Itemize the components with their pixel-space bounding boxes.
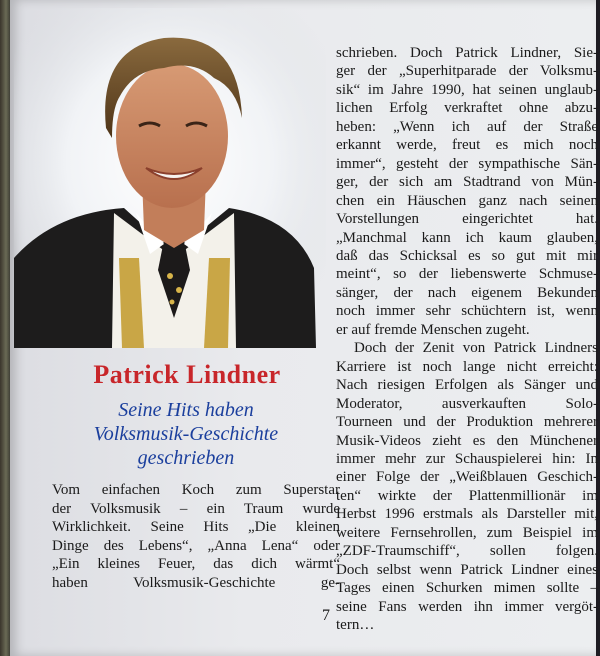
subtitle-line: Volksmusik-Geschichte [93, 423, 279, 445]
text-line: schrieben. Doch Patrick Lindner, Sie- [336, 45, 598, 61]
article-body-right-column [336, 44, 598, 635]
text-line: meint“, so der liebenswerte Schmuse- [336, 266, 598, 283]
text-line: „Manchmal kann ich kaum glauben, [336, 229, 598, 246]
text-line: der Volksmusik – ein Traum wurde [52, 500, 340, 517]
text-line: tern… [336, 617, 375, 634]
text-line: chen ein Häuschen ganz nach seinen [336, 192, 598, 209]
text-line: Karriere ist noch lange nicht erreicht: [336, 358, 598, 375]
text-line: Herbst 1996 erstmals als Darsteller mit, [336, 506, 598, 523]
portrait-photo [14, 8, 326, 348]
text-line: immer“, gesteht der sympathische Sän- [336, 155, 598, 172]
text-line: seine Fans werden ihn immer vergöt- [336, 598, 598, 615]
text-line: Dinge des Lebens“, „Anna Lena“ oder [52, 537, 340, 554]
text-line: Vom einfachen Koch zum Superstar [52, 482, 340, 498]
text-line: erkannt werde, freut es mich noch [336, 137, 598, 154]
text-line: sänger, der nach eigenem Bekunden [336, 284, 598, 301]
text-line: „ZDF-Traumschiff“, sollen folgen. [336, 543, 598, 560]
text-line: Doch selbst wenn Patrick Lindner eines [336, 561, 598, 578]
text-line: noch immer sehr schüchtern ist, wenn [336, 303, 598, 320]
text-line: daß das Schicksal es so gut mit mir [336, 247, 598, 264]
text-line: er auf fremde Menschen zugeht. [336, 321, 530, 338]
text-line: Vorstellungen eingerichtet hat. [336, 211, 598, 228]
page-number: 7 [322, 607, 330, 624]
subtitle-line: Seine Hits haben [118, 399, 254, 421]
text-line: Nach riesigen Erfolgen als Sänger und [336, 377, 598, 394]
booklet-page [10, 0, 596, 656]
text-line: ger der „Superhitparade der Volksmu- [336, 63, 598, 80]
text-line: Tages einen Schurken mimen sollte – [336, 580, 598, 597]
text-line: sik“ im Jahre 1990, hat seinen unglaub- [336, 81, 598, 98]
text-line: haben Volksmusik-Geschichte ge- [52, 574, 340, 591]
text-line: Wirklichkeit. Seine Hits „Die kleinen [52, 519, 340, 536]
text-line: einer Folge der „Weißblauen Geschich- [336, 469, 598, 486]
text-line: Musik-Videos zieht es den Münchener [336, 432, 598, 449]
text-line: immer mehr zur Schauspielerei hin: In [336, 450, 598, 467]
text-line: lichen Erfolg verkraftet ohne abzu- [336, 100, 598, 117]
text-line: ten“ wirkte der Plattenmillionär im [336, 487, 598, 504]
text-line: Doch der Zenit von Patrick Lindners [354, 340, 598, 357]
text-line: Moderator, ausverkauften Solo- [336, 395, 598, 412]
text-line: Tourneen und der Produktion mehrerer [336, 414, 598, 431]
text-line: ger, der sich am Stadtrand von Mün- [336, 174, 598, 191]
article-body-left-column [52, 481, 340, 593]
subtitle-line: geschrieben [137, 447, 235, 469]
text-line: „Ein kleines Feuer, das dich wärmt“ [52, 556, 340, 573]
text-line: heben: „Wenn ich auf der Straße [336, 118, 598, 135]
article-subtitle [46, 398, 326, 470]
text-line: weitere Fernsehrollen, zum Beispiel im [336, 524, 598, 541]
article-title: Patrick Lindner [93, 360, 281, 389]
